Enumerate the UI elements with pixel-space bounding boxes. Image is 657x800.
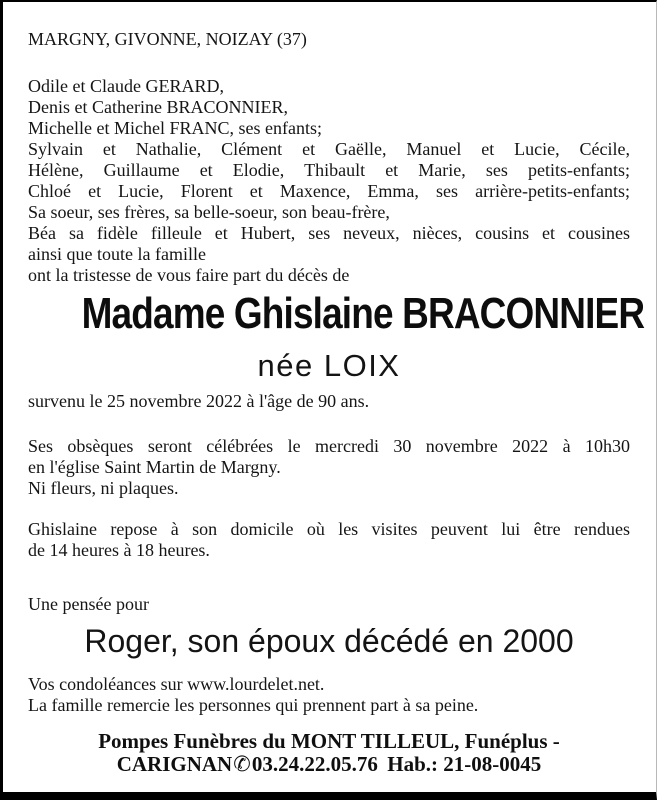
- phone-icon: ✆: [233, 752, 251, 776]
- visitation-details: [28, 519, 630, 561]
- ceremony-details: [28, 436, 630, 499]
- funeral-home-contact: [28, 753, 630, 776]
- deceased-name-heading: [28, 289, 645, 338]
- visitation-line: Ghislaine repose à son domicile où les visites peuvent lui être rendues: [28, 519, 630, 539]
- maiden-name: née LOIX: [257, 348, 401, 383]
- phone-number: 03.24.22.05.76: [251, 752, 378, 776]
- family-thanks-line: La famille remercie les personnes qui prennent part à sa peine.: [28, 695, 479, 715]
- condolences-section: [28, 674, 630, 716]
- visitation-line: de 14 heures à 18 heures.: [28, 540, 210, 560]
- condolences-website-line: Vos condoléances sur www.lourdelet.net.: [28, 674, 325, 694]
- family-line: Denis et Catherine BRACONNIER,: [28, 97, 288, 117]
- family-line: ainsi que toute la famille: [28, 244, 206, 264]
- family-line: Odile et Claude GERARD,: [28, 76, 224, 96]
- tribute-dedication: Roger, son époux décédé en 2000: [84, 623, 574, 659]
- ceremony-line: Ses obsèques seront célébrées le mercredi 30 novembre 2022 à 10h30: [28, 436, 630, 456]
- family-list: [28, 76, 630, 286]
- death-date-line: survenu le 25 novembre 2022 à l'âge de 90 ans.: [28, 391, 370, 411]
- family-line: Sa soeur, ses frères, sa belle-soeur, son beau-frère,: [28, 202, 390, 222]
- communes-header: MARGNY, GIVONNE, NOIZAY (37): [28, 29, 307, 49]
- family-line: Chloé et Lucie, Florent et Maxence, Emma, ses arrière-petits-enfants;: [28, 181, 630, 201]
- funeral-home-city: CARIGNAN: [116, 752, 233, 776]
- family-line: Hélène, Guillaume et Elodie, Thibault et Marie, ses petits-enfants;: [28, 160, 630, 180]
- ceremony-line: Ni fleurs, ni plaques.: [28, 478, 179, 498]
- deceased-name-text: Madame Ghislaine BRACONNIER: [81, 289, 645, 338]
- funeral-home-footer: [28, 730, 630, 776]
- family-line: Sylvain et Nathalie, Clément et Gaëlle, Manuel et Lucie, Cécile,: [28, 139, 630, 159]
- announcement-line: ont la tristesse de vous faire part du décès de: [28, 265, 350, 285]
- tribute-intro: Une pensée pour: [28, 594, 149, 614]
- funeral-home-name: Pompes Funèbres du MONT TILLEUL, Funéplus -: [98, 729, 560, 753]
- family-line: Béa sa fidèle filleule et Hubert, ses neveux, nièces, cousins et cousines: [28, 223, 630, 243]
- family-line: Michelle et Michel FRANC, ses enfants;: [28, 118, 322, 138]
- license-number: Hab.: 21-08-0045: [387, 752, 542, 776]
- ceremony-line: en l'église Saint Martin de Margny.: [28, 457, 281, 477]
